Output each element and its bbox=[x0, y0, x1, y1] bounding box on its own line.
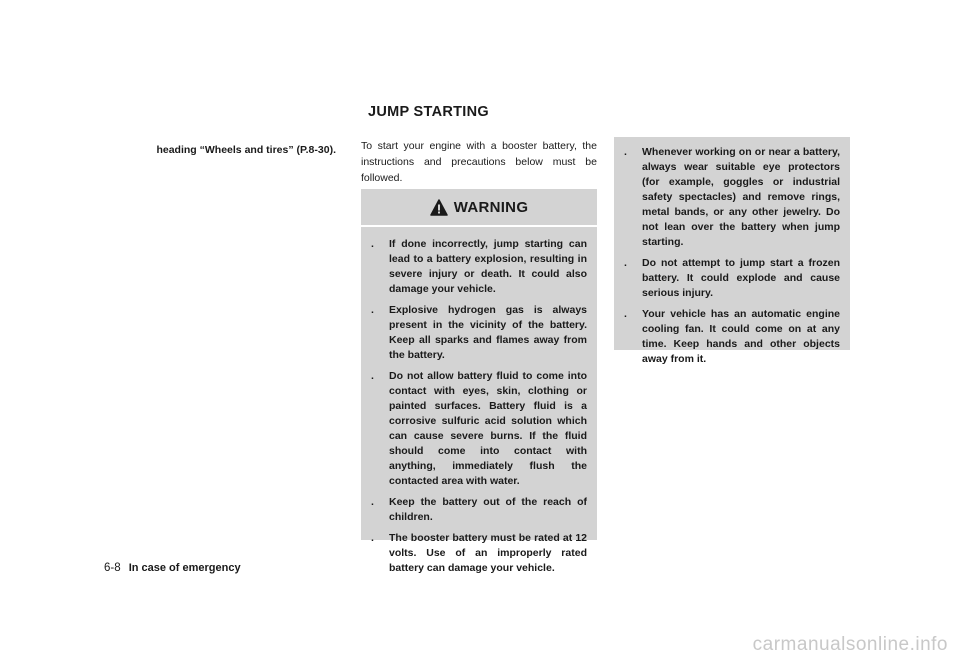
warning-list bbox=[614, 137, 850, 367]
page-footer bbox=[104, 562, 241, 574]
bullet: . bbox=[624, 308, 627, 320]
bullet: . bbox=[371, 532, 374, 544]
bullet: . bbox=[371, 370, 374, 382]
warning-list bbox=[361, 237, 597, 576]
warning-item-text: If done incorrectly, jump starting can lead to a battery explosion, resulting in severe injury or death. It could also damage your vehicle. bbox=[389, 238, 587, 295]
warning-item-text: Your vehicle has an automatic engine cooling fan. It could come on at any time. Keep hands and other objects away from it. bbox=[642, 308, 840, 365]
bullet: . bbox=[624, 257, 627, 269]
warning-item bbox=[624, 145, 840, 250]
intro-paragraph: To start your engine with a booster battery, the instructions and precautions below must be followed. bbox=[361, 140, 597, 184]
warning-box bbox=[361, 189, 597, 574]
bullet: . bbox=[371, 238, 374, 250]
warning-item bbox=[624, 307, 840, 367]
previous-section-text: heading “Wheels and tires” (P.8-30). bbox=[156, 144, 336, 156]
warning-item-text: Do not attempt to jump start a frozen battery. It could explode and cause serious injury. bbox=[642, 257, 840, 299]
warning-box-continued bbox=[614, 137, 850, 365]
warning-header bbox=[361, 189, 597, 227]
warning-item bbox=[371, 303, 587, 363]
warning-item bbox=[371, 237, 587, 297]
footer-section-name: In case of emergency bbox=[128, 562, 241, 574]
section-heading: JUMP STARTING bbox=[368, 104, 489, 120]
warning-item bbox=[371, 369, 587, 489]
warning-item bbox=[371, 531, 587, 576]
bullet: . bbox=[371, 496, 374, 508]
warning-item-text: Explosive hydrogen gas is always present in the vicinity of the battery. Keep all sparks and flames away from the battery. bbox=[389, 304, 587, 361]
warning-item bbox=[624, 256, 840, 301]
warning-item bbox=[371, 495, 587, 525]
warning-triangle-icon bbox=[430, 199, 448, 216]
warning-item-text: Do not allow battery fluid to come into contact with eyes, skin, clothing or painted surfaces. Battery fluid is a corrosive sulfuric acid solution which can cause severe burns. If the fluid should come into contact with anything, immediately flush the contacted area with water. bbox=[389, 370, 587, 487]
page-number: 6-8 bbox=[104, 562, 121, 574]
bullet: . bbox=[624, 146, 627, 158]
warning-item-text: The booster battery must be rated at 12 volts. Use of an improperly rated battery can damage your vehicle. bbox=[389, 532, 587, 574]
warning-item-text: Keep the battery out of the reach of children. bbox=[389, 496, 587, 523]
warning-item-text: Whenever working on or near a battery, always wear suitable eye protectors (for example, goggles or industrial safety spectacles) and remove rings, metal bands, or any other jewelry. Do not lean over the battery when jump starting. bbox=[642, 146, 840, 248]
bullet: . bbox=[371, 304, 374, 316]
warning-title: WARNING bbox=[453, 198, 529, 216]
watermark: carmanualsonline.info bbox=[752, 634, 948, 655]
